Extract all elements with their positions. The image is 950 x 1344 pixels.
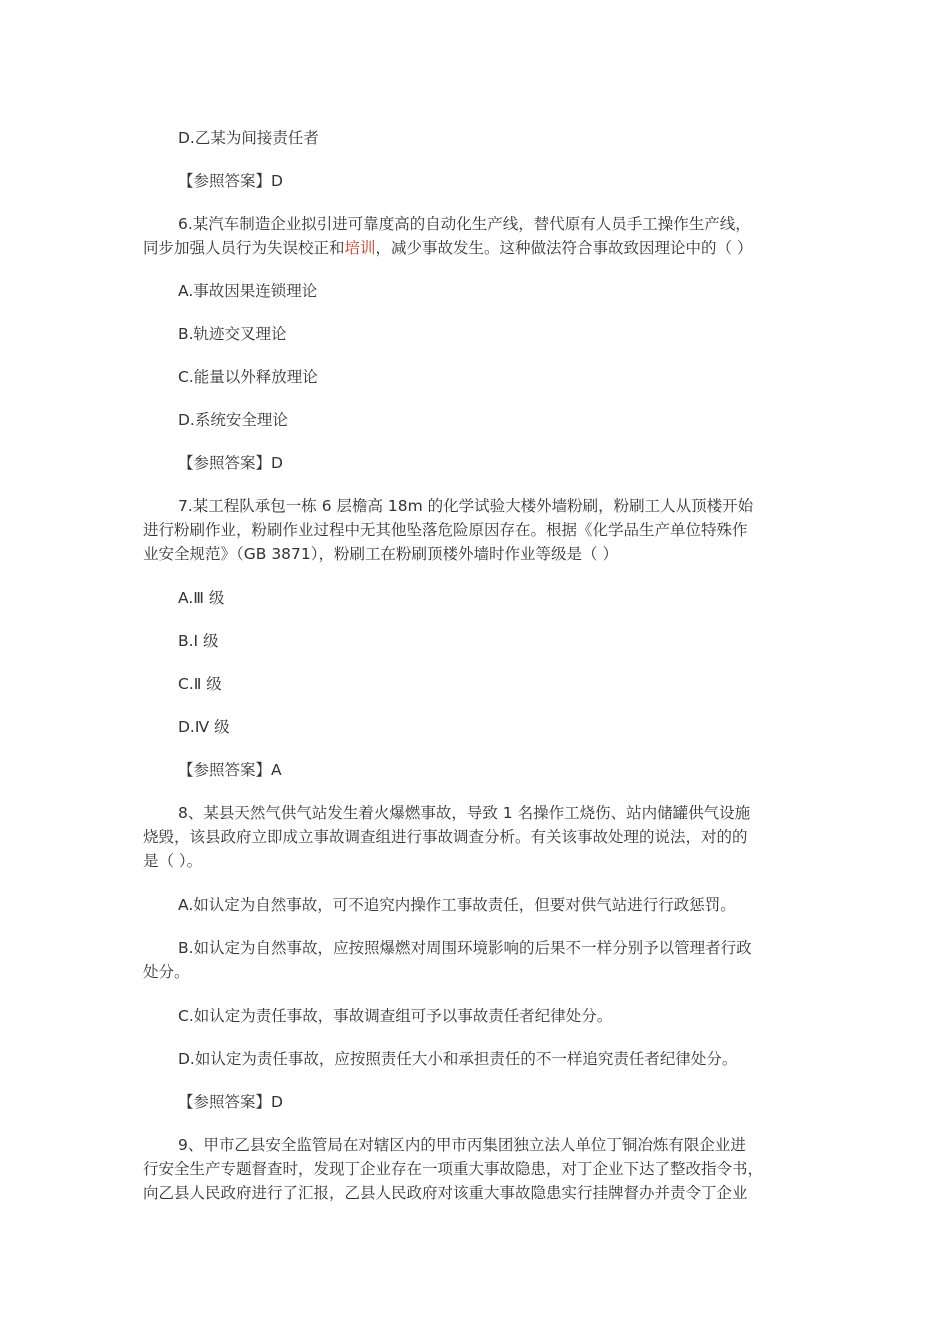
q6-option-a: A.事故因果连锁理论	[178, 282, 318, 300]
q7-option-b: B.Ⅰ 级	[178, 632, 219, 650]
q6-question-line2: 同步加强人员行为失误校正和培训，减少事故发生。这种做法符合事故致因理论中的（ ）	[143, 239, 753, 257]
training-link[interactable]: 培训	[344, 239, 376, 257]
q6-option-c: C.能量以外释放理论	[178, 368, 318, 386]
q7-option-c: C.Ⅱ 级	[178, 675, 222, 693]
q8-answer: 【参照答案】D	[178, 1093, 283, 1111]
q7-question: 7.某工程队承包一栋 6 层檐高 18m 的化学试验大楼外墙粉刷，粉刷工人从顶楼开始 进行粉刷作业，粉刷作业过程中无其他坠落危险原因存在。根据《化学品生产单位特殊作 业安全规范》（GB 3871），粉刷工在粉刷顶楼外墙时作业等级是（ ）	[143, 497, 754, 563]
q6-option-d: D.系统安全理论	[178, 411, 288, 429]
q7-option-d: D.Ⅳ 级	[178, 718, 230, 736]
q5-option-d: D.乙某为间接责任者	[178, 129, 319, 147]
q7-option-a: A.Ⅲ 级	[178, 589, 225, 607]
q8-option-a: A.如认定为自然事故，可不追究内操作工事故责任，但要对供气站进行行政惩罚。	[178, 896, 736, 914]
q6-question: 6.某汽车制造企业拟引进可靠度高的自动化生产线，替代原有人员手工操作生产线， 同步加强人员行为失误校正和培训，减少事故发生。这种做法符合事故致因理论中的（ ）	[143, 212, 803, 260]
q8-option-c: C.如认定为责任事故，事故调查组可予以事故责任者纪律处分。	[178, 1007, 613, 1025]
q6-answer: 【参照答案】D	[178, 454, 283, 472]
q5-answer: 【参照答案】D	[178, 172, 283, 190]
q7-answer: 【参照答案】A	[178, 761, 282, 779]
q8-question: 8、某县天然气供气站发生着火爆燃事故，导致 1 名操作工烧伤、站内储罐供气设施 烧毁，该县政府立即成立事故调查组进行事故调查分析。有关该事故处理的说法，对的的 是（ ）。	[143, 804, 751, 870]
q8-option-d: D.如认定为责任事故，应按照责任大小和承担责任的不一样追究责任者纪律处分。	[178, 1050, 738, 1068]
q6-option-b: B.轨迹交叉理论	[178, 325, 287, 343]
q8-option-b: B.如认定为自然事故，应按照爆燃对周围环境影响的后果不一样分别予以管理者行政 处分。	[143, 939, 752, 981]
q9-question: 9、甲市乙县安全监管局在对辖区内的甲市丙集团独立法人单位丁铜冶炼有限企业进 行安全生产专题督查时，发现丁企业存在一项重大事故隐患，对丁企业下达了整改指令书， 向乙县人民政府进行了汇报，乙县人民政府对该重大事故隐患实行挂牌督办并责令丁企业	[143, 1136, 764, 1202]
